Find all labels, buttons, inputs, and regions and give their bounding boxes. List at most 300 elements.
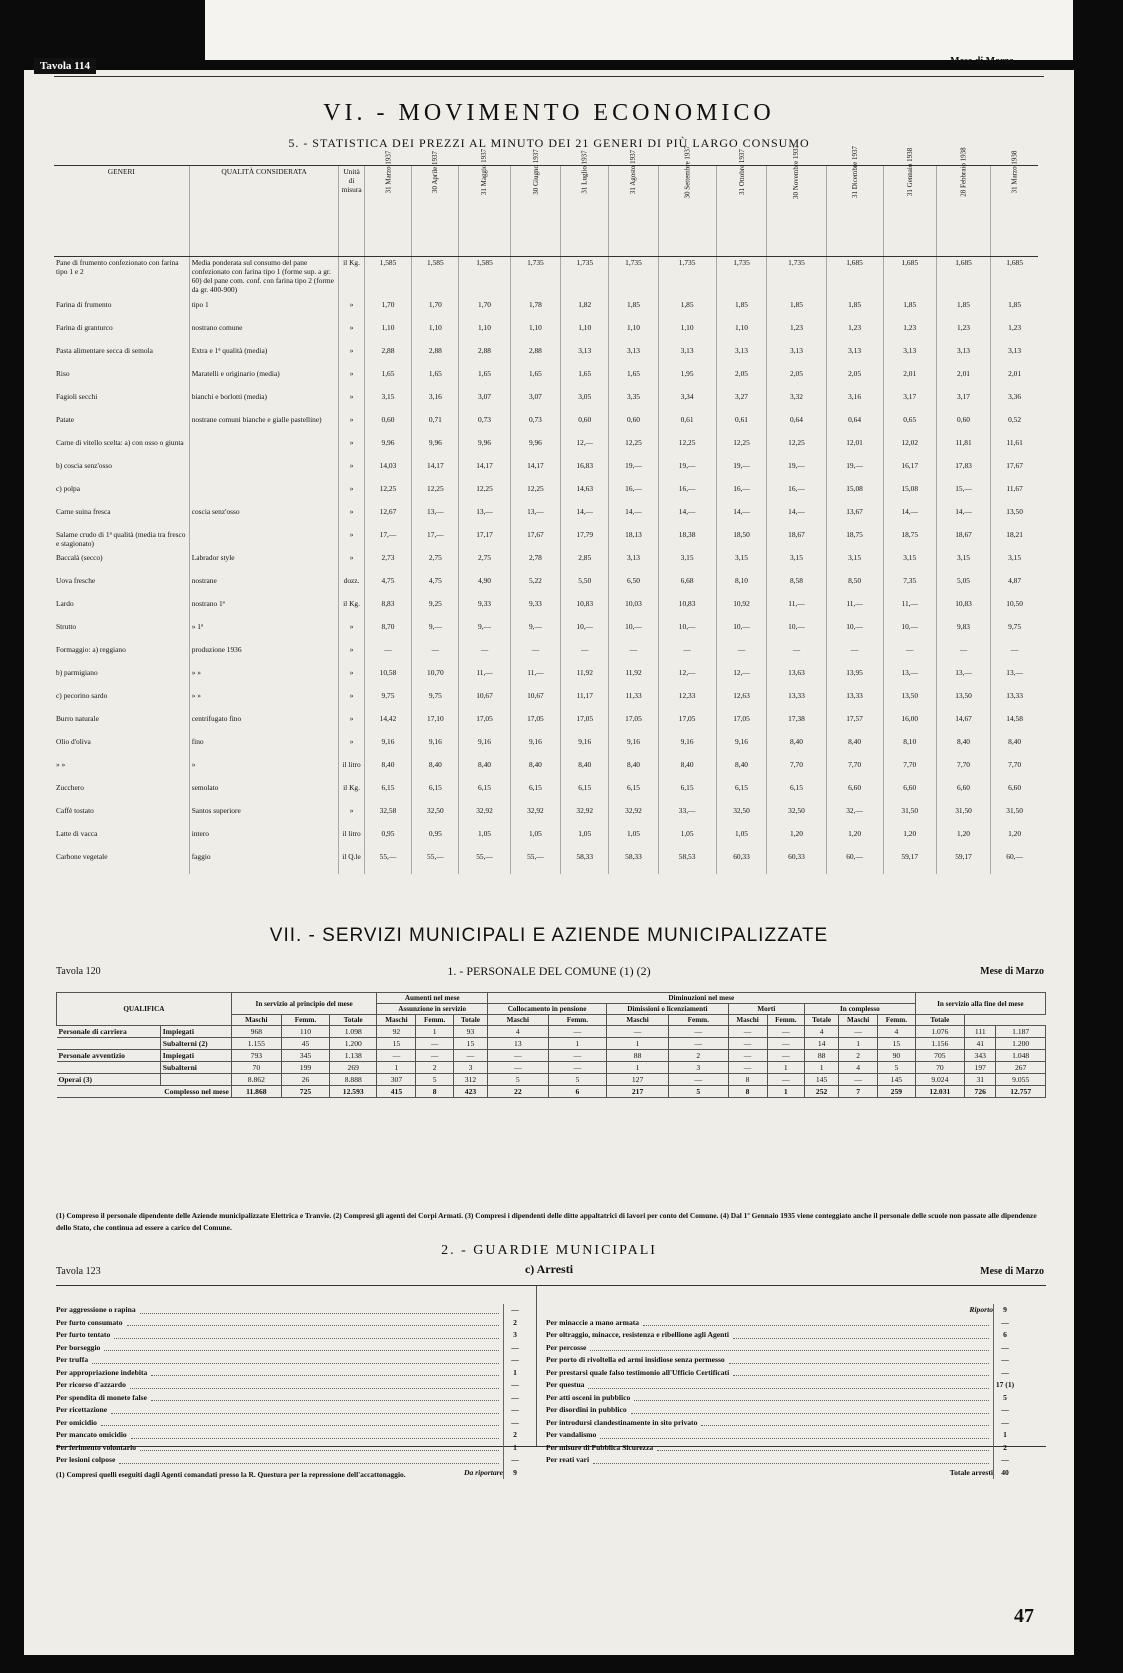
price-cell: 8,40 bbox=[459, 759, 510, 782]
h-totale: Totale bbox=[453, 1015, 487, 1026]
price-cell: 9,83 bbox=[936, 621, 990, 644]
unita-cell: il Q.le bbox=[339, 851, 364, 874]
price-cell: 0,95 bbox=[412, 828, 459, 851]
price-cell: — bbox=[826, 644, 883, 667]
arrest-count: 2 bbox=[503, 1317, 526, 1330]
table-row bbox=[54, 736, 1038, 759]
count-cell: 15 bbox=[453, 1038, 487, 1050]
leader-dots bbox=[600, 1429, 989, 1439]
list-item bbox=[56, 1392, 526, 1405]
price-cell: 2,78 bbox=[510, 552, 561, 575]
price-cell: 13,63 bbox=[767, 667, 826, 690]
list-item bbox=[546, 1454, 1016, 1467]
arrest-reason: Per appropriazione indebita bbox=[56, 1367, 148, 1377]
leader-dots bbox=[657, 1442, 989, 1452]
count-cell: 1.200 bbox=[996, 1038, 1046, 1050]
price-cell: 1,95 bbox=[658, 368, 716, 391]
riporto-label: Riporto bbox=[969, 1305, 993, 1314]
price-cell: 14,03 bbox=[364, 460, 412, 483]
count-cell: 793 bbox=[231, 1050, 281, 1062]
price-cell: 1,685 bbox=[826, 257, 883, 300]
price-cell: 18,50 bbox=[716, 529, 767, 552]
genere-cell: Riso bbox=[56, 369, 70, 378]
price-cell: 2,88 bbox=[459, 345, 510, 368]
unita-cell: » bbox=[339, 736, 364, 759]
arrest-count: 1 bbox=[503, 1367, 526, 1380]
leader-dots bbox=[733, 1367, 989, 1377]
arrest-reason: Per aggressione o rapina bbox=[56, 1305, 136, 1314]
price-cell: 1,85 bbox=[658, 299, 716, 322]
price-cell: 0,52 bbox=[991, 414, 1038, 437]
price-cell: 1,65 bbox=[561, 368, 609, 391]
genere-cell: Formaggio: a) reggiano bbox=[56, 645, 126, 654]
price-cell: 1,585 bbox=[412, 257, 459, 300]
price-cell: 11,— bbox=[826, 598, 883, 621]
price-cell: 16,— bbox=[767, 483, 826, 506]
price-cell: 14,— bbox=[561, 506, 609, 529]
h-femm: Femm. bbox=[416, 1015, 454, 1026]
price-cell: 9,16 bbox=[561, 736, 609, 759]
price-cell: 8,83 bbox=[364, 598, 412, 621]
arrest-reason: Per furto consumato bbox=[56, 1317, 123, 1327]
qualita-cell: faggio bbox=[189, 851, 339, 874]
tavola-123: Tavola 123 bbox=[56, 1266, 101, 1277]
price-cell: 10,— bbox=[658, 621, 716, 644]
count-cell: 1 bbox=[416, 1026, 454, 1038]
prices-header-row bbox=[54, 166, 1038, 257]
qualita-cell: intero bbox=[189, 828, 339, 851]
unita-cell: dozz. bbox=[339, 575, 364, 598]
price-cell: 1,10 bbox=[716, 322, 767, 345]
count-cell: — bbox=[487, 1062, 548, 1074]
price-cell: 11,33 bbox=[609, 690, 658, 713]
arrest-count: 1 bbox=[503, 1442, 526, 1455]
price-cell: 15,08 bbox=[826, 483, 883, 506]
price-cell: 33,— bbox=[658, 805, 716, 828]
price-cell: 17,83 bbox=[936, 460, 990, 483]
h-maschi: Maschi bbox=[377, 1015, 416, 1026]
count-cell: — bbox=[548, 1026, 606, 1038]
count-cell: 2 bbox=[839, 1050, 878, 1062]
count-cell: — bbox=[487, 1050, 548, 1062]
genere-cell: Farina di frumento bbox=[56, 300, 112, 309]
price-cell: 8,40 bbox=[826, 736, 883, 759]
count-cell: 1.048 bbox=[996, 1050, 1046, 1062]
leader-dots bbox=[101, 1417, 499, 1427]
count-cell: 70 bbox=[915, 1062, 964, 1074]
genere-cell: Fagioli secchi bbox=[56, 392, 98, 401]
price-cell: 4,75 bbox=[364, 575, 412, 598]
price-cell: 0,71 bbox=[412, 414, 459, 437]
count-cell: — bbox=[767, 1074, 805, 1086]
price-cell: 7,70 bbox=[767, 759, 826, 782]
list-item bbox=[56, 1342, 526, 1355]
price-cell: — bbox=[412, 644, 459, 667]
price-cell: 1,685 bbox=[936, 257, 990, 300]
total-cell: 217 bbox=[607, 1086, 669, 1098]
count-cell: 343 bbox=[965, 1050, 996, 1062]
genere-cell: Farina di granturco bbox=[56, 323, 113, 332]
unita-cell: il litro bbox=[339, 828, 364, 851]
price-cell: 3,13 bbox=[609, 552, 658, 575]
price-cell: 60,33 bbox=[767, 851, 826, 874]
arrest-count: — bbox=[993, 1417, 1016, 1430]
qualita-cell: tipo 1 bbox=[189, 299, 339, 322]
leader-dots bbox=[634, 1392, 989, 1402]
count-cell: — bbox=[669, 1026, 729, 1038]
qualita-cell: fino bbox=[189, 736, 339, 759]
qualita-cell: » » bbox=[189, 667, 339, 690]
price-cell: 59,17 bbox=[936, 851, 990, 874]
leader-dots bbox=[119, 1454, 499, 1464]
count-cell: — bbox=[548, 1050, 606, 1062]
count-cell: 110 bbox=[281, 1026, 329, 1038]
count-cell: 1.098 bbox=[330, 1026, 377, 1038]
price-cell: 1,85 bbox=[826, 299, 883, 322]
price-cell: 1,65 bbox=[412, 368, 459, 391]
genere-cell: b) parmigiano bbox=[56, 668, 98, 677]
count-cell: 88 bbox=[607, 1050, 669, 1062]
price-cell: 18,75 bbox=[826, 529, 883, 552]
leader-dots bbox=[631, 1404, 989, 1414]
price-cell: 1,05 bbox=[459, 828, 510, 851]
price-cell: 1,70 bbox=[459, 299, 510, 322]
price-cell: 9,16 bbox=[510, 736, 561, 759]
arrest-reason: Per ricettazione bbox=[56, 1405, 108, 1414]
total-row bbox=[57, 1086, 1046, 1098]
price-cell: 19,— bbox=[767, 460, 826, 483]
price-cell: 1,10 bbox=[609, 322, 658, 345]
price-cell: 32,92 bbox=[510, 805, 561, 828]
price-cell: 3,13 bbox=[609, 345, 658, 368]
price-cell: 14,— bbox=[767, 506, 826, 529]
price-cell: 3,15 bbox=[658, 552, 716, 575]
arrest-reason: Per oltraggio, minacce, resistenza e ribellione agli Agenti bbox=[546, 1330, 729, 1339]
price-cell: 3,13 bbox=[767, 345, 826, 368]
arrest-reason: Per borseggio bbox=[56, 1342, 101, 1352]
price-cell: 2,05 bbox=[826, 368, 883, 391]
qualifica-sub: Impiegati bbox=[160, 1050, 231, 1062]
price-cell: 11,61 bbox=[991, 437, 1038, 460]
price-cell: 19,— bbox=[826, 460, 883, 483]
col-month: 31 Agosto 1937 bbox=[609, 166, 658, 257]
price-cell: 5,05 bbox=[936, 575, 990, 598]
count-cell: 88 bbox=[805, 1050, 839, 1062]
table-row bbox=[54, 552, 1038, 575]
price-cell: 55,— bbox=[412, 851, 459, 874]
price-cell: 1,23 bbox=[936, 322, 990, 345]
h-assunzione: Assunzione in servizio bbox=[377, 1004, 488, 1015]
genere-cell: Lardo bbox=[56, 599, 74, 608]
arrest-reason: Per percosse bbox=[546, 1342, 587, 1352]
leader-dots bbox=[92, 1354, 499, 1364]
h-complesso: In complesso bbox=[805, 1004, 916, 1015]
qualita-cell: nostrano comune bbox=[189, 322, 339, 345]
h-femm: Femm. bbox=[878, 1015, 916, 1026]
genere-cell: Olio d'oliva bbox=[56, 737, 91, 746]
qualita-cell: nostrano 1ª bbox=[189, 598, 339, 621]
price-cell: — bbox=[883, 644, 936, 667]
price-cell: 3,35 bbox=[609, 391, 658, 414]
unita-cell: » bbox=[339, 368, 364, 391]
price-cell: 0,60 bbox=[609, 414, 658, 437]
count-cell: 267 bbox=[996, 1062, 1046, 1074]
h-totale: Totale bbox=[330, 1015, 377, 1026]
price-cell: 10,67 bbox=[510, 690, 561, 713]
price-cell: 10,50 bbox=[991, 598, 1038, 621]
qualifica-group bbox=[57, 1038, 161, 1050]
count-cell: 15 bbox=[377, 1038, 416, 1050]
price-cell: 3,17 bbox=[936, 391, 990, 414]
h-diminuzioni: Diminuzioni nel mese bbox=[487, 993, 915, 1004]
leader-dots bbox=[701, 1417, 989, 1427]
price-cell: 2,01 bbox=[991, 368, 1038, 391]
price-cell: 31,50 bbox=[991, 805, 1038, 828]
price-cell: 14,63 bbox=[561, 483, 609, 506]
table-row bbox=[54, 713, 1038, 736]
list-item bbox=[56, 1404, 526, 1417]
unita-cell: » bbox=[339, 529, 364, 552]
unita-cell: » bbox=[339, 506, 364, 529]
col-qualita: QUALITÀ CONSIDERATA bbox=[189, 166, 339, 257]
price-cell: 0,95 bbox=[364, 828, 412, 851]
count-cell: 9.024 bbox=[915, 1074, 964, 1086]
price-cell: 17,— bbox=[364, 529, 412, 552]
h-maschi: Maschi bbox=[839, 1015, 878, 1026]
genere-cell: » » bbox=[56, 760, 66, 769]
list-item bbox=[546, 1429, 1016, 1442]
count-cell: 145 bbox=[878, 1074, 916, 1086]
arrest-count: — bbox=[503, 1404, 526, 1417]
document-page bbox=[24, 56, 1074, 1655]
price-cell: 6,15 bbox=[510, 782, 561, 805]
arrest-count: — bbox=[993, 1367, 1016, 1380]
price-cell: 1,85 bbox=[716, 299, 767, 322]
price-cell: — bbox=[716, 644, 767, 667]
price-cell: 15,— bbox=[936, 483, 990, 506]
arrest-reason: Per porto di rivoltella ed armi insidiose senza permesso bbox=[546, 1355, 725, 1364]
arrest-count: 2 bbox=[503, 1429, 526, 1442]
arrest-count: — bbox=[993, 1454, 1016, 1467]
total-cell: 12.757 bbox=[996, 1086, 1046, 1098]
price-cell: 3,13 bbox=[936, 345, 990, 368]
price-cell: 8,40 bbox=[658, 759, 716, 782]
price-cell: 17,05 bbox=[716, 713, 767, 736]
price-cell: 12,25 bbox=[364, 483, 412, 506]
total-cell: 726 bbox=[965, 1086, 996, 1098]
total-cell: 22 bbox=[487, 1086, 548, 1098]
tavola-label: Tavola 114 bbox=[34, 58, 96, 74]
price-cell: 8,10 bbox=[716, 575, 767, 598]
qualita-cell: produzione 1936 bbox=[189, 644, 339, 667]
table-row bbox=[54, 368, 1038, 391]
leader-dots bbox=[151, 1367, 499, 1377]
price-cell: 2,88 bbox=[364, 345, 412, 368]
tavola-120: Tavola 120 bbox=[56, 966, 101, 977]
h-maschi: Maschi bbox=[607, 1015, 669, 1026]
table-row bbox=[54, 851, 1038, 874]
price-cell: 55,— bbox=[364, 851, 412, 874]
price-cell: 9,25 bbox=[412, 598, 459, 621]
leader-dots bbox=[127, 1317, 499, 1327]
price-cell: — bbox=[991, 644, 1038, 667]
qualifica-group: Personale avventizio bbox=[57, 1050, 161, 1062]
leader-dots bbox=[588, 1379, 989, 1389]
total-cell: 6 bbox=[548, 1086, 606, 1098]
qualifica-group bbox=[57, 1062, 161, 1074]
table-row bbox=[54, 782, 1038, 805]
price-cell: 17,57 bbox=[826, 713, 883, 736]
price-cell: 9,96 bbox=[510, 437, 561, 460]
price-cell: 13,— bbox=[883, 667, 936, 690]
price-cell: 17,17 bbox=[459, 529, 510, 552]
price-cell: 11,— bbox=[767, 598, 826, 621]
price-cell: 3,13 bbox=[561, 345, 609, 368]
count-cell: 31 bbox=[965, 1074, 996, 1086]
price-cell: 55,— bbox=[510, 851, 561, 874]
price-cell: 1,10 bbox=[510, 322, 561, 345]
unita-cell: » bbox=[339, 552, 364, 575]
price-cell: 8,40 bbox=[609, 759, 658, 782]
count-cell: 2 bbox=[669, 1050, 729, 1062]
personnel-notes: (1) Compreso il personale dipendente delle Aziende municipalizzate Elettrica e Tranvie. (2) Compresi gli agenti dei Corpi Armati. (3) Compresi i dipendenti delle ditte appaltatrici di lavori per conto del Comune. (4) Dal 1º Gennaio 1935 viene conteggiato anche il personale delle scuole non passate alle dipendenze dello Stato, che continua ad essere a carico del Comune. bbox=[56, 1211, 1037, 1232]
price-cell: 5,22 bbox=[510, 575, 561, 598]
price-cell: 8,40 bbox=[412, 759, 459, 782]
col-month: 30 Aprile 1937 bbox=[412, 166, 459, 257]
h-maschi: Maschi bbox=[231, 1015, 281, 1026]
list-item bbox=[546, 1379, 1016, 1392]
section6-subtitle: 5. - STATISTICA DEI PREZZI AL MINUTO DEI 21 GENERI DI PIÙ LARGO CONSUMO bbox=[288, 136, 810, 150]
price-cell: 1,65 bbox=[510, 368, 561, 391]
price-cell: 14,— bbox=[883, 506, 936, 529]
arrest-count: 5 bbox=[993, 1392, 1016, 1405]
count-cell: 90 bbox=[878, 1050, 916, 1062]
price-cell: 14,67 bbox=[936, 713, 990, 736]
price-cell: 2,88 bbox=[412, 345, 459, 368]
count-cell: 26 bbox=[281, 1074, 329, 1086]
table-row bbox=[54, 598, 1038, 621]
count-cell: 1 bbox=[767, 1062, 805, 1074]
arrest-count: 6 bbox=[993, 1329, 1016, 1342]
count-cell: 1 bbox=[377, 1062, 416, 1074]
unita-cell: » bbox=[339, 437, 364, 460]
price-cell: 18,67 bbox=[767, 529, 826, 552]
price-cell: 1,585 bbox=[459, 257, 510, 300]
unita-cell: » bbox=[339, 391, 364, 414]
count-cell: 4 bbox=[878, 1026, 916, 1038]
col-month: 28 Febbraio 1938 bbox=[936, 166, 990, 257]
genere-cell: Pasta alimentare secca di semola bbox=[56, 346, 153, 355]
price-cell: 1,05 bbox=[561, 828, 609, 851]
price-cell: 8,40 bbox=[716, 759, 767, 782]
price-cell: 32,50 bbox=[412, 805, 459, 828]
price-cell: 1,85 bbox=[991, 299, 1038, 322]
leader-dots bbox=[590, 1342, 989, 1352]
qualita-cell bbox=[189, 483, 339, 506]
table-row bbox=[54, 644, 1038, 667]
count-cell: — bbox=[669, 1038, 729, 1050]
arrest-reason: Per lesioni colpose bbox=[56, 1455, 116, 1464]
price-cell: 11,— bbox=[459, 667, 510, 690]
list-item bbox=[56, 1454, 526, 1467]
price-cell: 1,70 bbox=[364, 299, 412, 322]
qualita-cell: Labrador style bbox=[189, 552, 339, 575]
price-cell: 9,16 bbox=[364, 736, 412, 759]
leader-dots bbox=[593, 1454, 989, 1464]
price-cell: 1,23 bbox=[767, 322, 826, 345]
section7-mese: Mese di Marzo bbox=[980, 966, 1044, 977]
price-cell: 13,67 bbox=[826, 506, 883, 529]
arrest-reason: Per atti osceni in pubblico bbox=[546, 1392, 631, 1402]
price-cell: 6,15 bbox=[561, 782, 609, 805]
price-cell: — bbox=[767, 644, 826, 667]
genere-cell: b) coscia senz'osso bbox=[56, 461, 112, 470]
price-cell: — bbox=[459, 644, 510, 667]
genere-cell: c) polpa bbox=[56, 484, 81, 493]
qualita-cell: Media ponderata sul consumo del pane confezionato con farina tipo 1 (forme sup. a gr. 60) del pane com. conf. con farina tipo 2 (forme da gr. 400-900) bbox=[189, 257, 339, 300]
h-maschi: Maschi bbox=[728, 1015, 767, 1026]
price-cell: 8,10 bbox=[883, 736, 936, 759]
price-cell: 6,60 bbox=[991, 782, 1038, 805]
price-cell: 32,— bbox=[826, 805, 883, 828]
qualita-cell: centrifugato fino bbox=[189, 713, 339, 736]
price-cell: 14,42 bbox=[364, 713, 412, 736]
arrest-count: 17 (1) bbox=[993, 1379, 1016, 1392]
price-cell: 1,05 bbox=[716, 828, 767, 851]
price-cell: 1,10 bbox=[658, 322, 716, 345]
unita-cell: il Kg. bbox=[339, 782, 364, 805]
price-cell: 16,— bbox=[609, 483, 658, 506]
total-cell: 1 bbox=[767, 1086, 805, 1098]
col-month: 31 Gennaio 1938 bbox=[883, 166, 936, 257]
count-cell: — bbox=[669, 1074, 729, 1086]
count-cell: 1.187 bbox=[996, 1026, 1046, 1038]
price-cell: — bbox=[936, 644, 990, 667]
price-cell: 3,13 bbox=[826, 345, 883, 368]
table-row bbox=[57, 1062, 1046, 1074]
arrest-count: — bbox=[503, 1417, 526, 1430]
price-cell: 60,33 bbox=[716, 851, 767, 874]
arrest-reason: Per spendita di monete false bbox=[56, 1392, 147, 1402]
price-cell: 6,68 bbox=[658, 575, 716, 598]
arrest-reason: Per questua bbox=[546, 1380, 585, 1389]
price-cell: 2,88 bbox=[510, 345, 561, 368]
price-cell: 12,25 bbox=[412, 483, 459, 506]
leader-dots bbox=[114, 1329, 499, 1339]
price-cell: 1,10 bbox=[412, 322, 459, 345]
price-cell: 11,— bbox=[510, 667, 561, 690]
price-cell: 0,65 bbox=[883, 414, 936, 437]
arrest-reason: Per prestarsi quale falso testimonio all'Ufficio Certificati bbox=[546, 1367, 730, 1377]
qualifica-sub: Impiegati bbox=[160, 1026, 231, 1038]
price-cell: 9,— bbox=[459, 621, 510, 644]
qualita-cell: nostrane comuni bianche e gialle pastelline) bbox=[189, 414, 339, 437]
guardie-mese: Mese di Marzo bbox=[980, 1266, 1044, 1277]
qualita-cell: Extra e 1ª qualità (media) bbox=[189, 345, 339, 368]
qualifica-group: Personale di carriera bbox=[57, 1026, 161, 1038]
table-row bbox=[57, 1038, 1046, 1050]
leader-dots bbox=[643, 1317, 989, 1327]
right-total-value: 40 bbox=[993, 1467, 1016, 1480]
price-cell: 16,17 bbox=[883, 460, 936, 483]
price-cell: 59,17 bbox=[883, 851, 936, 874]
unita-cell: » bbox=[339, 483, 364, 506]
table-row bbox=[57, 1026, 1046, 1038]
price-cell: 12,63 bbox=[716, 690, 767, 713]
count-cell: — bbox=[839, 1074, 878, 1086]
price-cell: 1,735 bbox=[716, 257, 767, 300]
price-cell: 2,01 bbox=[936, 368, 990, 391]
